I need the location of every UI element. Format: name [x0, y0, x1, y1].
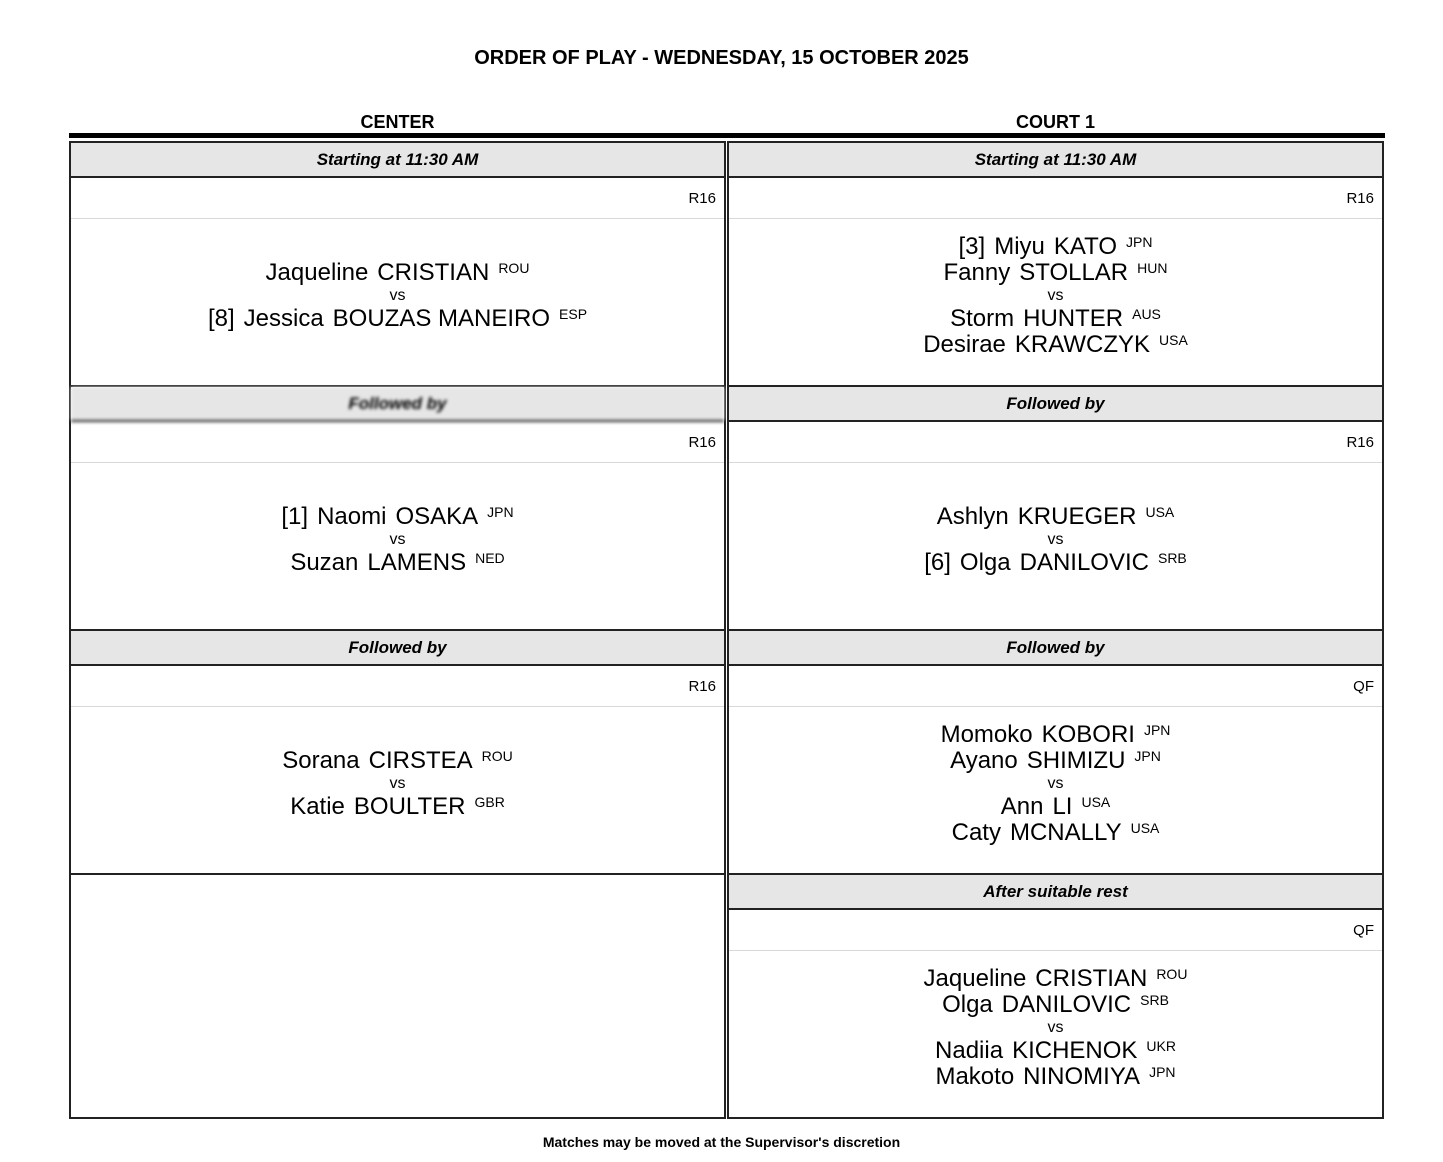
player-name-part: Jaqueline — [923, 965, 1027, 992]
nationality-code: USA — [1081, 794, 1111, 810]
player-name — [935, 1064, 1175, 1090]
player-name — [952, 820, 1160, 846]
player-name-part: Ashlyn — [936, 503, 1009, 530]
nationality-code: USA — [1145, 504, 1175, 520]
player-name-part: [1] — [281, 503, 309, 530]
player-name-part: DANILOVIC — [1001, 991, 1132, 1018]
player-name-part: Storm — [950, 305, 1015, 332]
match-players — [729, 707, 1382, 873]
nationality-code: JPN — [487, 504, 514, 520]
nationality-code: GBR — [474, 794, 505, 810]
player-name-part: Katie — [290, 793, 345, 820]
player-name — [282, 748, 513, 774]
player-name — [924, 550, 1187, 576]
player-name-part: [6] — [924, 549, 951, 576]
slot-heading: After suitable rest — [729, 875, 1382, 910]
nationality-code: JPN — [1143, 722, 1171, 738]
round-label: QF — [729, 910, 1382, 951]
player-name-part: Makoto — [935, 1063, 1015, 1090]
nationality-code: NED — [475, 550, 505, 566]
slot-heading: Starting at 11:30 AM — [71, 143, 724, 178]
vs-label: vs — [1047, 531, 1064, 548]
player-name — [950, 306, 1161, 332]
player-name — [950, 748, 1161, 774]
match-slot — [727, 141, 1384, 387]
nationality-code: UKR — [1146, 1038, 1176, 1054]
round-label: R16 — [729, 178, 1382, 219]
player-name-part: Naomi — [317, 503, 387, 530]
player-name-part: KRAWCZYK — [1014, 331, 1151, 358]
player-name-part: OSAKA — [395, 503, 479, 530]
player-name-part: HUNTER — [1023, 305, 1124, 332]
player-name-part: CRISTIAN — [377, 259, 490, 286]
nationality-code: JPN — [1126, 234, 1153, 250]
player-name-part: LI — [1052, 793, 1073, 820]
player-name — [266, 260, 530, 286]
slot-heading: Followed by — [729, 631, 1382, 666]
match-players — [729, 951, 1382, 1117]
player-name-part: KICHENOK — [1012, 1037, 1138, 1064]
player-name — [208, 306, 587, 332]
nationality-code: SRB — [1157, 550, 1187, 566]
nationality-code: ROU — [498, 260, 530, 276]
player-name-part: Jaqueline — [265, 259, 369, 286]
slot-heading: Followed by — [71, 387, 724, 422]
player-name — [942, 992, 1169, 1018]
footer-note: Matches may be moved at the Supervisor's discretion — [542, 1134, 901, 1150]
player-name-part: Caty — [951, 819, 1001, 846]
vs-label: vs — [1047, 287, 1064, 304]
round-label: R16 — [71, 422, 724, 463]
match-players — [71, 463, 724, 629]
court-header-court-1: COURT 1 — [1015, 112, 1095, 132]
player-name-part: CIRSTEA — [368, 747, 473, 774]
player-name-part: KOBORI — [1041, 721, 1135, 748]
player-name — [941, 722, 1171, 748]
match-slot — [727, 875, 1384, 1119]
player-name-part: Olga — [942, 991, 993, 1018]
round-label: R16 — [729, 422, 1382, 463]
player-name-part: Olga — [959, 549, 1011, 576]
vs-label: vs — [389, 287, 406, 304]
round-label: R16 — [71, 178, 724, 219]
player-name-part: Jessica — [243, 305, 324, 332]
player-name-part: NINOMIYA — [1023, 1063, 1141, 1090]
player-name — [1001, 794, 1111, 820]
player-name-part: Ayano — [950, 747, 1018, 774]
player-name-part: Momoko — [940, 721, 1033, 748]
nationality-code: USA — [1159, 332, 1188, 348]
vs-label: vs — [389, 775, 406, 792]
player-name — [923, 332, 1188, 358]
player-name-part: Suzan — [290, 549, 359, 576]
player-name — [937, 504, 1175, 530]
nationality-code: USA — [1130, 820, 1160, 836]
nationality-code: ROU — [481, 748, 513, 764]
player-name-part: SHIMIZU — [1026, 747, 1126, 774]
nationality-code: AUS — [1132, 306, 1161, 322]
court-header-center: CENTER — [360, 112, 435, 132]
player-name — [935, 1038, 1176, 1064]
nationality-code: JPN — [1149, 1064, 1176, 1080]
player-name-part: Miyu — [994, 233, 1045, 260]
player-name-part: Ann — [1000, 793, 1044, 820]
header-divider — [69, 133, 1385, 138]
player-name-part: KATO — [1053, 233, 1118, 260]
player-name-part: [3] — [958, 233, 986, 260]
player-name-part: STOLLAR — [1019, 259, 1129, 286]
player-name — [290, 794, 505, 820]
round-label: R16 — [71, 666, 724, 707]
player-name — [944, 260, 1168, 286]
player-name-part: Fanny — [943, 259, 1011, 286]
match-slot — [727, 631, 1384, 875]
player-name-part: CRISTIAN — [1035, 965, 1148, 992]
nationality-code: SRB — [1140, 992, 1169, 1008]
nationality-code: HUN — [1137, 260, 1168, 276]
empty-slot — [69, 875, 726, 1119]
player-name-part: BOUZAS MANEIRO — [332, 305, 551, 332]
player-name — [959, 234, 1153, 260]
nationality-code: ESP — [559, 306, 588, 322]
match-slot — [69, 141, 726, 387]
player-name — [290, 550, 504, 576]
match-players — [71, 219, 724, 385]
match-players — [729, 219, 1382, 385]
nationality-code: JPN — [1134, 748, 1161, 764]
nationality-code: ROU — [1156, 966, 1188, 982]
player-name-part: MCNALLY — [1009, 819, 1122, 846]
round-label: QF — [729, 666, 1382, 707]
vs-label: vs — [1047, 1019, 1064, 1036]
player-name-part: DANILOVIC — [1019, 549, 1149, 576]
slot-heading: Followed by — [71, 631, 724, 666]
match-slot — [727, 387, 1384, 631]
match-players — [71, 707, 724, 873]
player-name-part: Desirae — [923, 331, 1006, 358]
match-slot — [69, 631, 726, 875]
court-column-court-1 — [727, 141, 1384, 1119]
player-name-part: BOULTER — [353, 793, 466, 820]
player-name-part: KRUEGER — [1017, 503, 1137, 530]
player-name — [924, 966, 1188, 992]
player-name-part: Nadiia — [935, 1037, 1004, 1064]
match-players — [729, 463, 1382, 629]
player-name — [281, 504, 513, 530]
vs-label: vs — [389, 531, 406, 548]
match-slot — [69, 387, 726, 631]
player-name-part: Sorana — [282, 747, 360, 774]
slot-heading: Followed by — [729, 387, 1382, 422]
slot-heading: Starting at 11:30 AM — [729, 143, 1382, 178]
page-title: ORDER OF PLAY - WEDNESDAY, 15 OCTOBER 2025 — [474, 47, 969, 69]
vs-label: vs — [1047, 775, 1064, 792]
player-name-part: LAMENS — [367, 549, 467, 576]
player-name-part: [8] — [207, 305, 235, 332]
court-column-center — [69, 141, 726, 1119]
